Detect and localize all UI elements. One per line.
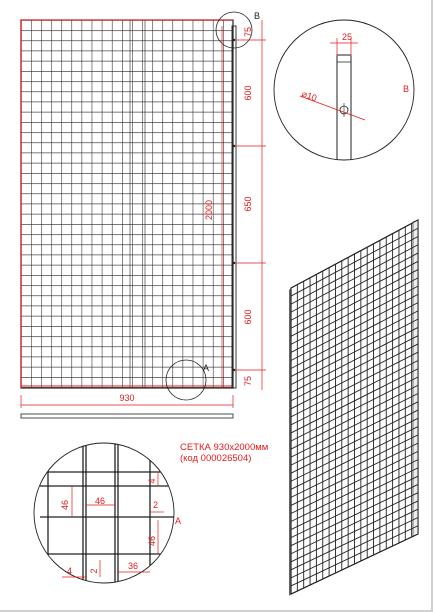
detail-b-hole: ⌀10 [300, 88, 319, 104]
detail-b-width: 25 [341, 32, 353, 42]
width-label: 930 [119, 393, 135, 403]
segment-label: 75 [243, 26, 253, 38]
detail-a [34, 440, 181, 590]
dim-edge-right: 36 [127, 561, 139, 571]
segment-label: 600 [243, 85, 253, 101]
detail-b [274, 20, 414, 175]
dim-gap-mid: 2 [153, 500, 159, 510]
detail-a-label: A [175, 516, 182, 526]
base-rail [21, 414, 233, 418]
callout-a-label: A [203, 363, 210, 373]
mesh-front-panel [21, 20, 233, 388]
dim-edge-bottom: 2 [89, 568, 99, 574]
detail-a-circle [34, 443, 174, 583]
mesh-3d-grid [291, 220, 418, 594]
dim-gap-top: 4 [147, 478, 157, 484]
title-line-1: СЕТКА 930х2000мм [180, 442, 269, 453]
dim-cell-h-left: 46 [60, 499, 70, 511]
detail-b-label: B [403, 84, 410, 94]
height-label: 2000 [204, 199, 214, 221]
dim-cell-w: 46 [94, 496, 106, 506]
isometric-view [289, 220, 418, 596]
segment-label: 600 [243, 309, 253, 325]
drawing-title [180, 442, 268, 464]
segment-label: 650 [243, 196, 253, 212]
segment-label: 75 [243, 375, 253, 387]
title-line-2: (код 000026504) [180, 453, 252, 464]
dim-cell-h-right: 46 [147, 535, 157, 547]
front-view [21, 11, 260, 418]
callout-b-label: B [254, 11, 261, 21]
dim-edge-left: 4 [67, 566, 73, 576]
